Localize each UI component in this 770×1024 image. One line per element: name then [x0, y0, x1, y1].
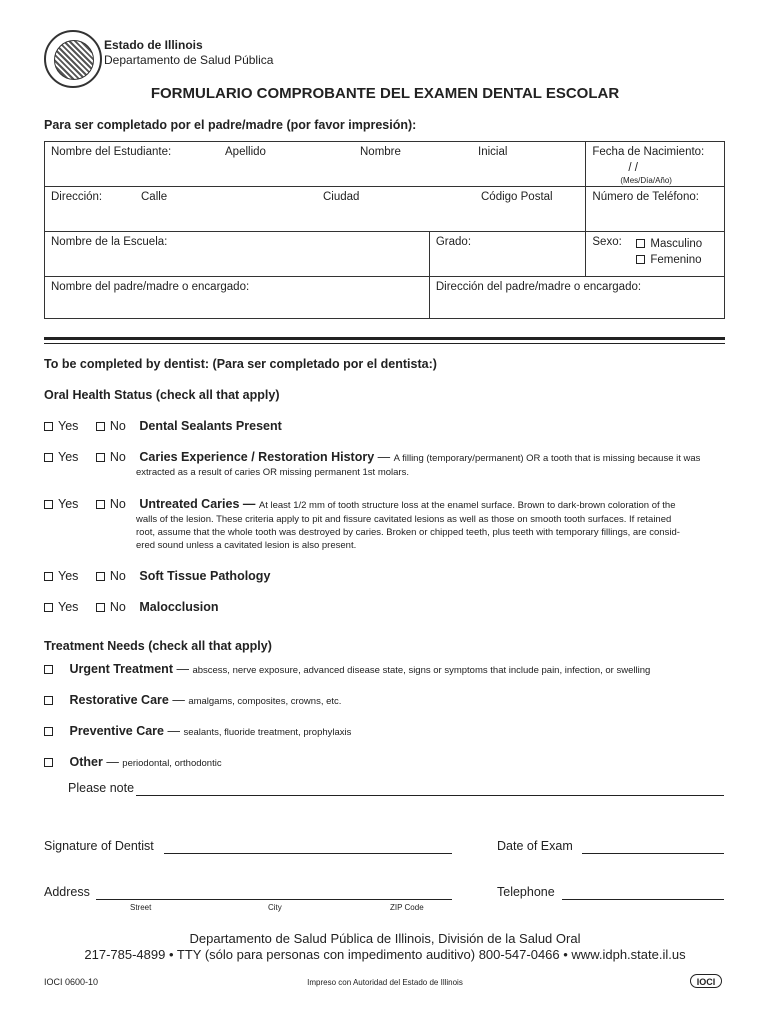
please-note-field[interactable]	[136, 781, 724, 796]
dentist-address-label: Address	[44, 885, 90, 899]
guardian-name-label: Nombre del padre/madre o encargado:	[51, 281, 250, 293]
yes-label: Yes	[58, 569, 79, 583]
oral-item-malocclusion	[44, 600, 219, 614]
student-name-label: Nombre del Estudiante:	[51, 146, 172, 158]
treatment-preventive[interactable]: Preventive Care — sealants, fluoride treatment, prophylaxis	[44, 724, 351, 738]
item-desc: A filling (temporary/permanent) OR a tooth that is missing because it was	[393, 453, 701, 464]
dob-field[interactable]	[586, 142, 724, 185]
please-note-label: Please note	[68, 781, 135, 795]
signature-label: Signature of Dentist	[44, 839, 154, 853]
no-option[interactable]	[96, 600, 126, 614]
oral-health-heading: Oral Health Status (check all that apply)	[44, 388, 280, 402]
yes-label: Yes	[58, 497, 79, 511]
school-label: Nombre de la Escuela:	[51, 236, 168, 248]
item-title: Malocclusion	[139, 600, 219, 614]
item-desc-line3: root, assume that the whole tooth was destroyed by caries. Broken or chipped teeth, plus teeth with temporary fillings, are consid-	[136, 527, 680, 538]
male-option[interactable]	[636, 238, 702, 250]
agency-department: Departamento de Salud Pública	[104, 53, 274, 67]
treatment-desc: abscess, nerve exposure, advanced disease state, signs or symptoms that include pain, infection, or swelling	[192, 665, 651, 676]
dob-label: Fecha de Nacimiento:	[592, 146, 705, 158]
yes-option[interactable]	[44, 419, 78, 433]
parent-section-heading: Para ser completado por el padre/madre (por favor impresión):	[44, 118, 417, 132]
yes-checkbox[interactable]	[44, 422, 53, 431]
oral-item-sealants	[44, 419, 282, 433]
zip-label: Código Postal	[481, 191, 553, 203]
exam-date-label: Date of Exam	[497, 839, 573, 853]
treatment-urgent[interactable]: Urgent Treatment — abscess, nerve exposure, advanced disease state, signs or symptoms that include pain, infection, or swelling	[44, 662, 650, 676]
no-option[interactable]	[96, 497, 126, 511]
no-label: No	[109, 569, 126, 583]
guardian-name-field[interactable]	[45, 277, 429, 317]
signature-field[interactable]	[164, 839, 452, 854]
yes-label: Yes	[58, 419, 79, 433]
no-checkbox[interactable]	[96, 500, 105, 509]
sex-field	[586, 232, 724, 275]
footer-contact: 217-785-4899 • TTY (sólo para personas con impedimento auditivo) 800-547-0466 • www.idph.state.il.us	[84, 947, 686, 962]
restorative-checkbox[interactable]	[44, 696, 53, 705]
item-title: Soft Tissue Pathology	[139, 569, 271, 583]
section-divider-thin	[44, 343, 725, 344]
yes-label: Yes	[58, 450, 79, 464]
first-name-label: Nombre	[360, 146, 401, 158]
zip-sublabel: ZIP Code	[390, 903, 424, 912]
treatment-restorative[interactable]: Restorative Care — amalgams, composites, crowns, etc.	[44, 693, 341, 707]
male-checkbox[interactable]	[636, 239, 645, 248]
female-checkbox[interactable]	[636, 255, 645, 264]
yes-label: Yes	[58, 600, 79, 614]
yes-option[interactable]	[44, 600, 78, 614]
oral-item-untreated-caries: Yes No Untreated Caries — At least 1/2 mm of tooth structure loss at the enamel surface. Brown to dark-brown coloration of the	[44, 497, 676, 511]
parent-info-table	[44, 141, 725, 319]
no-option[interactable]	[96, 569, 126, 583]
female-option[interactable]	[636, 254, 701, 266]
state-seal	[44, 30, 102, 88]
yes-option[interactable]	[44, 450, 78, 464]
yes-option[interactable]	[44, 497, 78, 511]
no-label: No	[109, 497, 126, 511]
no-checkbox[interactable]	[96, 422, 105, 431]
section-divider-thick	[44, 337, 725, 340]
yes-checkbox[interactable]	[44, 453, 53, 462]
no-label: No	[109, 600, 126, 614]
no-option[interactable]	[96, 419, 126, 433]
grade-field[interactable]	[430, 232, 586, 275]
no-label: No	[109, 450, 126, 464]
item-desc-line2: walls of the lesion. These criteria apply to pit and fissure cavitated lesions as well as those on smooth tooth surfaces. If retained	[136, 514, 672, 525]
exam-date-field[interactable]	[582, 839, 724, 854]
yes-checkbox[interactable]	[44, 603, 53, 612]
no-label: No	[109, 419, 126, 433]
dentist-section-heading: To be completed by dentist: (Para ser completado por el dentista:)	[44, 357, 437, 371]
phone-field[interactable]	[586, 187, 724, 230]
telephone-field[interactable]	[562, 885, 724, 900]
address-field[interactable]	[45, 187, 585, 230]
urgent-checkbox[interactable]	[44, 665, 53, 674]
footer-department: Departamento de Salud Pública de Illinois, División de la Salud Oral	[189, 931, 581, 946]
address-label: Dirección:	[51, 191, 103, 203]
oral-item-soft-tissue	[44, 569, 270, 583]
no-checkbox[interactable]	[96, 453, 105, 462]
item-title: Dental Sealants Present	[139, 419, 282, 433]
initial-label: Inicial	[478, 146, 508, 158]
phone-label: Número de Teléfono:	[592, 191, 699, 203]
treatment-desc: amalgams, composites, crowns, etc.	[188, 696, 342, 707]
guardian-address-label: Dirección del padre/madre o encargado:	[435, 281, 642, 293]
printed-by: Impreso con Autoridad del Estado de Illinois	[307, 978, 463, 987]
city-label: Ciudad	[323, 191, 360, 203]
treatment-other[interactable]: Other — periodontal, orthodontic	[44, 755, 222, 769]
yes-option[interactable]	[44, 569, 78, 583]
school-field[interactable]	[45, 232, 429, 275]
item-desc: At least 1/2 mm of tooth structure loss at the enamel surface. Brown to dark-brown coloration of the	[258, 500, 676, 511]
agency-state: Estado de Illinois	[104, 38, 203, 52]
treatment-title: Restorative Care	[69, 693, 169, 707]
treatment-title: Other	[69, 755, 103, 769]
street-sublabel: Street	[130, 903, 152, 912]
grade-label: Grado:	[435, 236, 472, 248]
guardian-address-field[interactable]	[430, 277, 724, 317]
treatment-title: Urgent Treatment	[69, 662, 173, 676]
item-title: Caries Experience / Restoration History	[139, 450, 375, 464]
telephone-label: Telephone	[497, 885, 555, 899]
treatment-desc: periodontal, orthodontic	[122, 758, 222, 769]
no-checkbox[interactable]	[96, 572, 105, 581]
item-desc-line4: ered sound unless a cavitated lesion is also present.	[136, 540, 357, 551]
male-label: Masculino	[650, 238, 703, 250]
city-sublabel: City	[268, 903, 282, 912]
dob-format: (Mes/Día/Año)	[620, 176, 672, 185]
form-code: IOCI 0600-10	[44, 977, 99, 987]
dentist-address-field[interactable]	[96, 885, 452, 900]
treatment-heading: Treatment Needs (check all that apply)	[44, 639, 272, 653]
ioci-logo: IOCI	[690, 974, 722, 988]
no-checkbox[interactable]	[96, 603, 105, 612]
oral-item-caries-history: Yes No Caries Experience / Restoration History — A filling (temporary/permanent) OR a tooth that is missing because it was	[44, 450, 700, 464]
form-title: FORMULARIO COMPROBANTE DEL EXAMEN DENTAL ESCOLAR	[150, 85, 620, 102]
sex-label: Sexo:	[592, 236, 622, 248]
other-checkbox[interactable]	[44, 758, 53, 767]
treatment-desc: sealants, fluoride treatment, prophylaxis	[183, 727, 352, 738]
yes-checkbox[interactable]	[44, 500, 53, 509]
item-title: Untreated Caries	[139, 497, 240, 511]
preventive-checkbox[interactable]	[44, 727, 53, 736]
female-label: Femenino	[650, 254, 702, 266]
item-desc-line2: extracted as a result of caries OR missing permanent 1st molars.	[136, 467, 409, 478]
treatment-title: Preventive Care	[69, 724, 164, 738]
dob-slashes: / /	[628, 162, 638, 174]
street-label: Calle	[141, 191, 168, 203]
yes-checkbox[interactable]	[44, 572, 53, 581]
no-option[interactable]	[96, 450, 126, 464]
last-name-label: Apellido	[225, 146, 266, 158]
